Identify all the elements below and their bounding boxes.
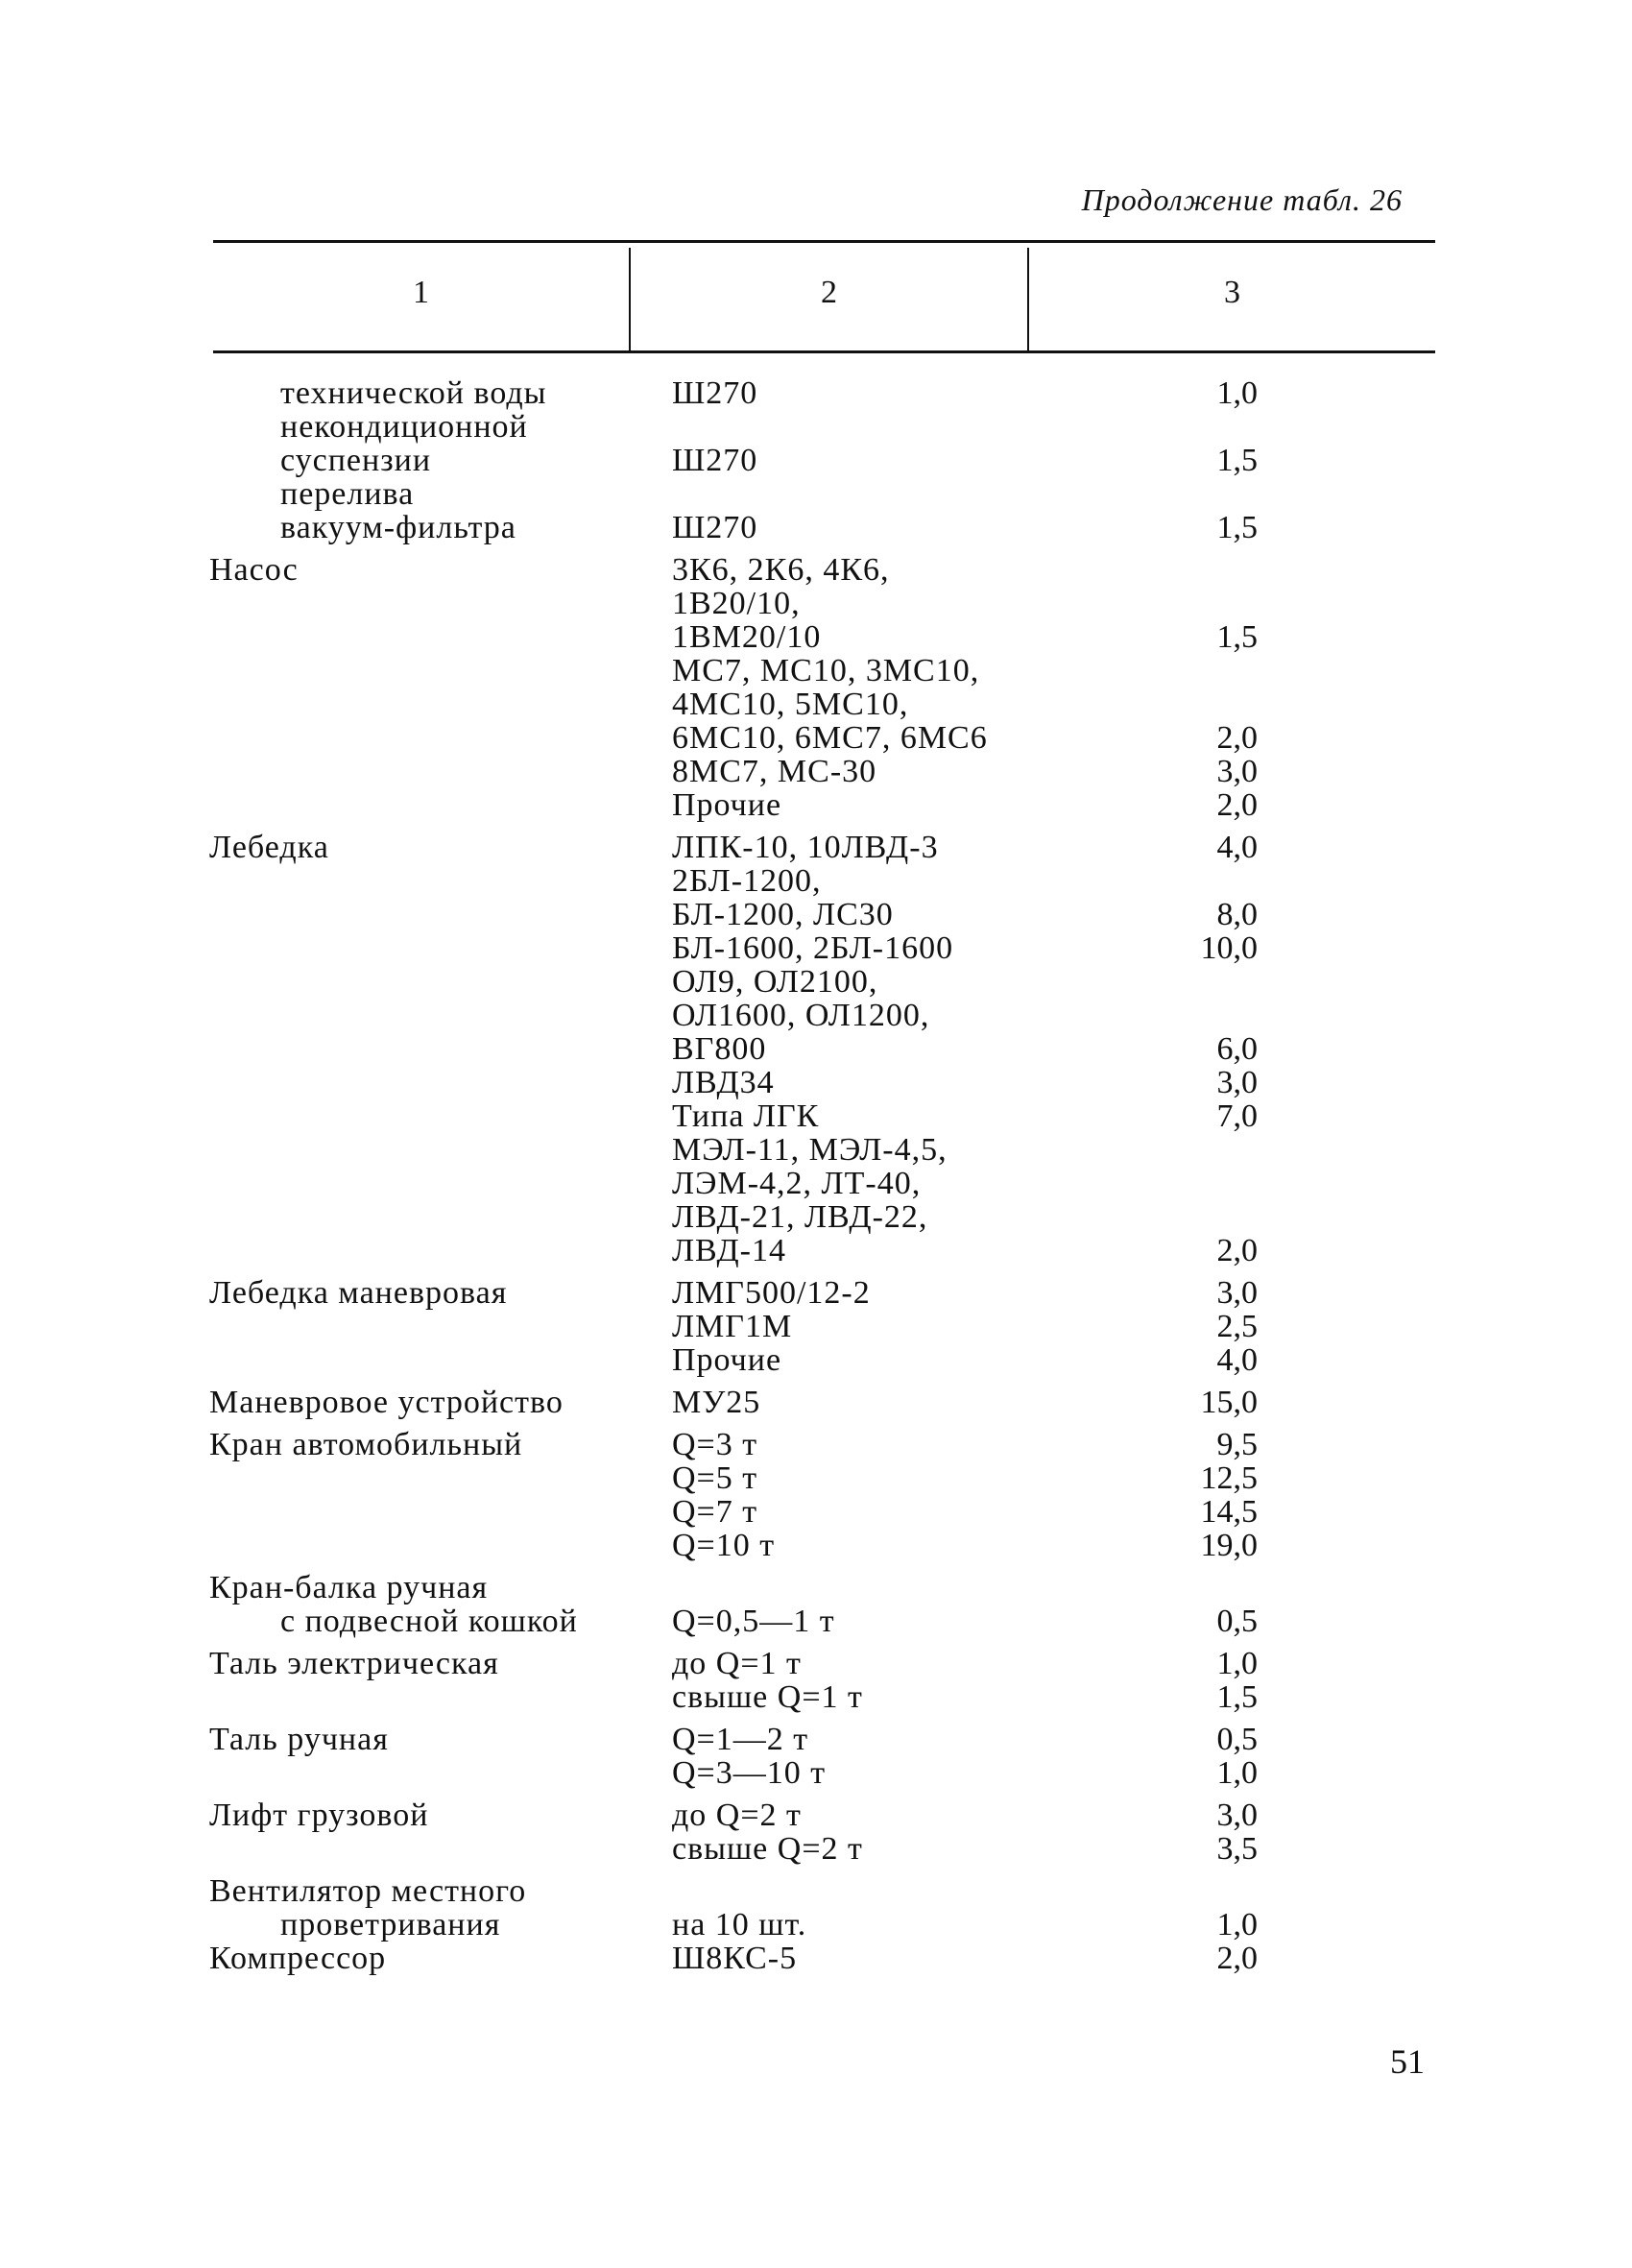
table-row bbox=[0, 1647, 1632, 1680]
table-row bbox=[0, 1461, 1632, 1495]
table-row bbox=[0, 1310, 1632, 1343]
equipment-model-cell: на 10 шт. bbox=[672, 1907, 807, 1942]
value-cell: 9,5 bbox=[1216, 1427, 1258, 1462]
table-row bbox=[0, 788, 1632, 822]
value-cell: 0,5 bbox=[1216, 1722, 1258, 1757]
table-row bbox=[0, 721, 1632, 755]
table-top-rule bbox=[213, 240, 1435, 243]
table-row bbox=[0, 1167, 1632, 1200]
table-row bbox=[0, 1133, 1632, 1167]
equipment-name-cell: суспензии bbox=[280, 443, 432, 478]
equipment-model-cell: Прочие bbox=[672, 787, 782, 823]
equipment-name-cell: Лебедка маневровая bbox=[209, 1275, 508, 1311]
equipment-model-cell: Q=1—2 т bbox=[672, 1722, 809, 1757]
value-cell: 19,0 bbox=[1200, 1528, 1258, 1563]
table-group bbox=[0, 1386, 1632, 1419]
table-row bbox=[0, 553, 1632, 587]
equipment-model-cell: Q=7 т bbox=[672, 1494, 758, 1530]
value-cell: 2,0 bbox=[1216, 787, 1258, 823]
header-bottom-rule bbox=[213, 350, 1435, 353]
equipment-name-cell: Лифт грузовой bbox=[209, 1798, 429, 1833]
equipment-name-cell: Компрессор bbox=[209, 1941, 387, 1976]
table-row bbox=[0, 1386, 1632, 1419]
table-row bbox=[0, 688, 1632, 721]
equipment-model-cell: 8МС7, МС-30 bbox=[672, 754, 877, 789]
table-row bbox=[0, 654, 1632, 688]
equipment-model-cell: ОЛ1600, ОЛ1200, bbox=[672, 998, 930, 1033]
table-row bbox=[0, 931, 1632, 965]
value-cell: 10,0 bbox=[1200, 930, 1258, 966]
value-cell: 12,5 bbox=[1200, 1460, 1258, 1496]
value-cell: 0,5 bbox=[1216, 1604, 1258, 1639]
value-cell: 2,0 bbox=[1216, 1233, 1258, 1268]
value-cell: 6,0 bbox=[1216, 1031, 1258, 1067]
table-row bbox=[0, 1200, 1632, 1234]
equipment-model-cell: ЛМГ500/12-2 bbox=[672, 1275, 871, 1311]
value-cell: 3,0 bbox=[1216, 1065, 1258, 1100]
table-row bbox=[0, 1874, 1632, 1908]
equipment-model-cell: Ш8КС-5 bbox=[672, 1941, 798, 1976]
equipment-model-cell: 6МС10, 6МС7, 6МС6 bbox=[672, 720, 988, 756]
equipment-name-cell: Вентилятор местного bbox=[209, 1873, 527, 1909]
equipment-model-cell: ЛМГ1М bbox=[672, 1309, 793, 1344]
equipment-model-cell: свыше Q=1 т bbox=[672, 1679, 863, 1715]
value-cell: 3,0 bbox=[1216, 1275, 1258, 1311]
equipment-model-cell: БЛ-1600, 2БЛ-1600 bbox=[672, 930, 954, 966]
equipment-model-cell: Прочие bbox=[672, 1342, 782, 1378]
table-row bbox=[0, 620, 1632, 654]
table-row bbox=[0, 1723, 1632, 1756]
equipment-model-cell: ЛЭМ-4,2, ЛТ-40, bbox=[672, 1166, 922, 1201]
table-row bbox=[0, 376, 1632, 410]
value-cell: 3,0 bbox=[1216, 754, 1258, 789]
table-group bbox=[0, 1874, 1632, 1975]
equipment-model-cell: Q=5 т bbox=[672, 1460, 758, 1496]
equipment-model-cell: Типа ЛГК bbox=[672, 1098, 820, 1134]
equipment-name-cell: некондиционной bbox=[280, 409, 528, 445]
equipment-model-cell: 3К6, 2К6, 4К6, bbox=[672, 552, 890, 588]
table-row bbox=[0, 965, 1632, 999]
table-caption: Продолжение табл. 26 bbox=[1081, 182, 1403, 217]
equipment-model-cell: ЛВД34 bbox=[672, 1065, 775, 1100]
table-row bbox=[0, 1343, 1632, 1377]
equipment-name-cell: с подвесной кошкой bbox=[280, 1604, 578, 1639]
table-group bbox=[0, 376, 1632, 544]
table-row bbox=[0, 1099, 1632, 1133]
equipment-name-cell: Таль электрическая bbox=[209, 1646, 499, 1681]
table-row bbox=[0, 1529, 1632, 1562]
equipment-model-cell: Ш270 bbox=[672, 375, 758, 411]
table-row bbox=[0, 1942, 1632, 1975]
equipment-model-cell: 1В20/10, bbox=[672, 586, 801, 621]
equipment-model-cell: ОЛ9, ОЛ2100, bbox=[672, 964, 878, 1000]
table-row bbox=[0, 999, 1632, 1032]
equipment-model-cell: БЛ-1200, ЛС30 bbox=[672, 897, 894, 932]
equipment-model-cell: Q=3—10 т bbox=[672, 1755, 827, 1791]
equipment-model-cell: 1ВМ20/10 bbox=[672, 619, 822, 655]
table-group bbox=[0, 831, 1632, 1267]
table-row bbox=[0, 511, 1632, 544]
value-cell: 1,0 bbox=[1216, 375, 1258, 411]
table-group bbox=[0, 553, 1632, 822]
equipment-model-cell: МУ25 bbox=[672, 1385, 761, 1420]
value-cell: 4,0 bbox=[1216, 1342, 1258, 1378]
equipment-name-cell: вакуум-фильтра bbox=[280, 510, 516, 545]
table-row bbox=[0, 410, 1632, 444]
value-cell: 2,0 bbox=[1216, 720, 1258, 756]
equipment-name-cell: Лебедка bbox=[209, 830, 329, 865]
equipment-model-cell: 2БЛ-1200, bbox=[672, 863, 822, 899]
table-group bbox=[0, 1647, 1632, 1714]
table-group bbox=[0, 1571, 1632, 1638]
equipment-model-cell: Q=3 т bbox=[672, 1427, 758, 1462]
table-row bbox=[0, 1428, 1632, 1461]
equipment-model-cell: ЛПК-10, 10ЛВД-3 bbox=[672, 830, 939, 865]
table-row bbox=[0, 1798, 1632, 1832]
table-row bbox=[0, 1908, 1632, 1942]
value-cell: 1,0 bbox=[1216, 1646, 1258, 1681]
table-row bbox=[0, 444, 1632, 477]
table-row bbox=[0, 1032, 1632, 1066]
equipment-model-cell: ЛВД-14 bbox=[672, 1233, 786, 1268]
table-group bbox=[0, 1428, 1632, 1562]
value-cell: 1,5 bbox=[1216, 619, 1258, 655]
value-cell: 3,5 bbox=[1216, 1831, 1258, 1867]
table-row bbox=[0, 1604, 1632, 1638]
value-cell: 1,5 bbox=[1216, 510, 1258, 545]
equipment-model-cell: Ш270 bbox=[672, 510, 758, 545]
equipment-name-cell: Кран-балка ручная bbox=[209, 1570, 489, 1605]
value-cell: 3,0 bbox=[1216, 1798, 1258, 1833]
equipment-model-cell: Q=10 т bbox=[672, 1528, 776, 1563]
table-row bbox=[0, 1066, 1632, 1099]
equipment-model-cell: до Q=2 т bbox=[672, 1798, 802, 1833]
equipment-name-cell: перелива bbox=[280, 476, 415, 512]
value-cell: 15,0 bbox=[1200, 1385, 1258, 1420]
table-row bbox=[0, 477, 1632, 511]
equipment-model-cell: свыше Q=2 т bbox=[672, 1831, 863, 1867]
equipment-model-cell: ВГ800 bbox=[672, 1031, 767, 1067]
table-group bbox=[0, 1798, 1632, 1866]
equipment-model-cell: Ш270 bbox=[672, 443, 758, 478]
equipment-name-cell: Таль ручная bbox=[209, 1722, 389, 1757]
value-cell: 1,5 bbox=[1216, 443, 1258, 478]
table-row bbox=[0, 898, 1632, 931]
table-row bbox=[0, 864, 1632, 898]
value-cell: 7,0 bbox=[1216, 1098, 1258, 1134]
table-row bbox=[0, 1832, 1632, 1866]
table-row bbox=[0, 1756, 1632, 1790]
equipment-model-cell: МС7, МС10, 3МС10, bbox=[672, 653, 980, 688]
equipment-model-cell: ЛВД-21, ЛВД-22, bbox=[672, 1199, 928, 1235]
value-cell: 1,0 bbox=[1216, 1755, 1258, 1791]
page-number: 51 bbox=[1390, 2042, 1425, 2081]
equipment-model-cell: 4МС10, 5МС10, bbox=[672, 687, 909, 722]
table-row bbox=[0, 1495, 1632, 1529]
table-row bbox=[0, 1680, 1632, 1714]
equipment-name-cell: Кран автомобильный bbox=[209, 1427, 523, 1462]
column-header-3: 3 bbox=[1224, 275, 1240, 310]
equipment-name-cell: технической воды bbox=[280, 375, 547, 411]
equipment-model-cell: до Q=1 т bbox=[672, 1646, 802, 1681]
value-cell: 2,5 bbox=[1216, 1309, 1258, 1344]
equipment-name-cell: Маневровое устройство bbox=[209, 1385, 564, 1420]
value-cell: 2,0 bbox=[1216, 1941, 1258, 1976]
table-row bbox=[0, 1276, 1632, 1310]
value-cell: 1,0 bbox=[1216, 1907, 1258, 1942]
table-group bbox=[0, 1723, 1632, 1790]
table-row bbox=[0, 1234, 1632, 1267]
table-row bbox=[0, 831, 1632, 864]
value-cell: 4,0 bbox=[1216, 830, 1258, 865]
equipment-model-cell: Q=0,5—1 т bbox=[672, 1604, 835, 1639]
column-header-2: 2 bbox=[821, 275, 837, 310]
column-header-1: 1 bbox=[413, 275, 429, 310]
value-cell: 1,5 bbox=[1216, 1679, 1258, 1715]
table-row bbox=[0, 587, 1632, 620]
table-row bbox=[0, 755, 1632, 788]
table-group bbox=[0, 1276, 1632, 1377]
value-cell: 8,0 bbox=[1216, 897, 1258, 932]
table-row bbox=[0, 1571, 1632, 1604]
equipment-table-body bbox=[0, 376, 1632, 1984]
equipment-model-cell: МЭЛ-11, МЭЛ-4,5, bbox=[672, 1132, 948, 1168]
equipment-name-cell: Насос bbox=[209, 552, 299, 588]
equipment-name-cell: проветривания bbox=[280, 1907, 501, 1942]
value-cell: 14,5 bbox=[1200, 1494, 1258, 1530]
